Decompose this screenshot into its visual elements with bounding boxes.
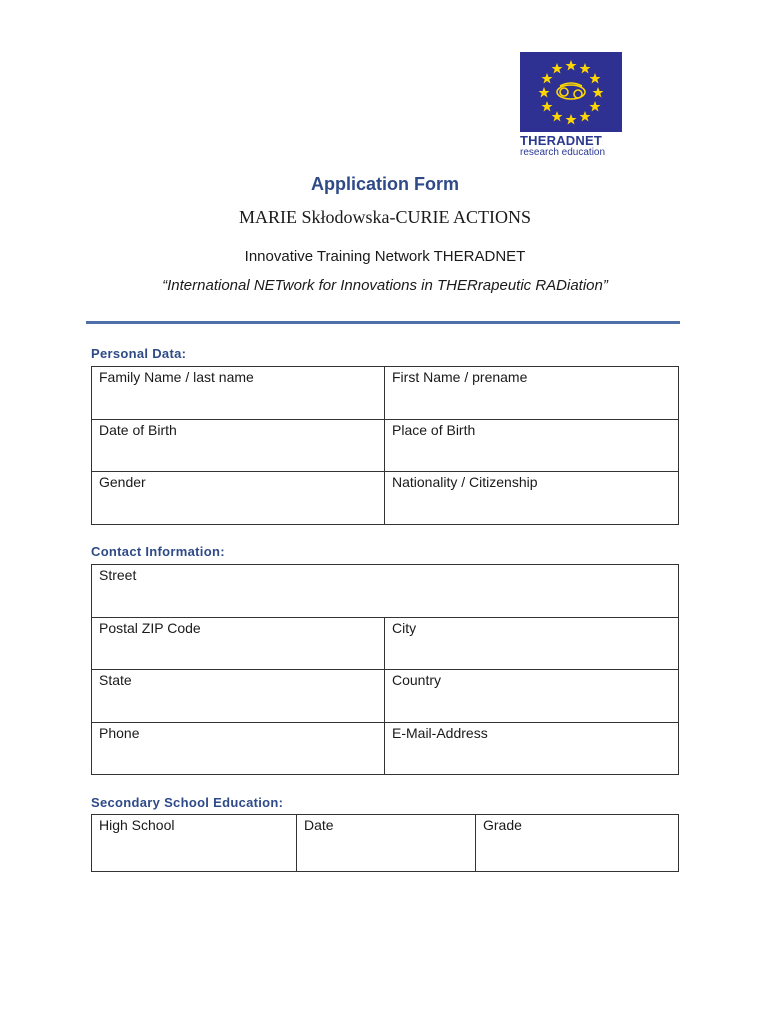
network-subtitle: “International NETwork for Innovations in THERrapeutic RADiation” — [162, 277, 608, 294]
table-row — [92, 722, 679, 775]
secondary-education-table — [91, 814, 679, 872]
phone-field[interactable]: Phone — [92, 722, 385, 775]
table-row — [92, 367, 679, 420]
table-row — [92, 472, 679, 525]
program-name: MARIE Skłodowska-CURIE ACTIONS — [238, 207, 531, 227]
table-row — [92, 815, 679, 872]
logo-tagline: research education — [520, 147, 606, 158]
theradnet-logo — [514, 52, 626, 160]
state-field[interactable]: State — [92, 670, 385, 723]
star-icon — [552, 111, 563, 122]
school-date-field[interactable]: Date — [297, 815, 476, 872]
postal-zip-field[interactable]: Postal ZIP Code — [92, 617, 385, 670]
star-icon — [542, 101, 553, 112]
star-icon — [566, 60, 577, 71]
star-circle-icon — [520, 52, 622, 132]
star-icon — [580, 111, 591, 122]
nationality-field[interactable]: Nationality / Citizenship — [385, 472, 679, 525]
contact-information-heading: Contact Information: — [91, 544, 225, 559]
grade-field[interactable]: Grade — [476, 815, 679, 872]
country-field[interactable]: Country — [385, 670, 679, 723]
table-row — [92, 617, 679, 670]
network-name: Innovative Training Network THERADNET — [244, 248, 526, 265]
star-icon — [542, 73, 553, 84]
header-divider — [86, 321, 680, 324]
star-icon — [552, 63, 563, 74]
date-of-birth-field[interactable]: Date of Birth — [92, 419, 385, 472]
table-row — [92, 565, 679, 618]
high-school-field[interactable]: High School — [92, 815, 297, 872]
place-of-birth-field[interactable]: Place of Birth — [385, 419, 679, 472]
star-icon — [539, 87, 550, 98]
first-name-field[interactable]: First Name / prename — [385, 367, 679, 420]
table-row — [92, 419, 679, 472]
personal-data-table — [91, 366, 679, 525]
city-field[interactable]: City — [385, 617, 679, 670]
gender-field[interactable]: Gender — [92, 472, 385, 525]
street-field[interactable]: Street — [92, 565, 679, 618]
personal-data-heading: Personal Data: — [91, 346, 187, 361]
table-row — [92, 670, 679, 723]
eu-flag-logo — [520, 52, 622, 132]
star-icon — [590, 101, 601, 112]
secondary-education-heading: Secondary School Education: — [91, 795, 284, 810]
page-title: Application Form — [311, 174, 459, 194]
star-icon — [590, 73, 601, 84]
star-icon — [566, 114, 577, 125]
contact-information-table — [91, 564, 679, 775]
star-icon — [593, 87, 604, 98]
family-name-field[interactable]: Family Name / last name — [92, 367, 385, 420]
email-field[interactable]: E-Mail-Address — [385, 722, 679, 775]
star-icon — [580, 63, 591, 74]
atom-emblem-icon — [557, 83, 585, 99]
logo-name: THERADNET — [520, 133, 602, 148]
